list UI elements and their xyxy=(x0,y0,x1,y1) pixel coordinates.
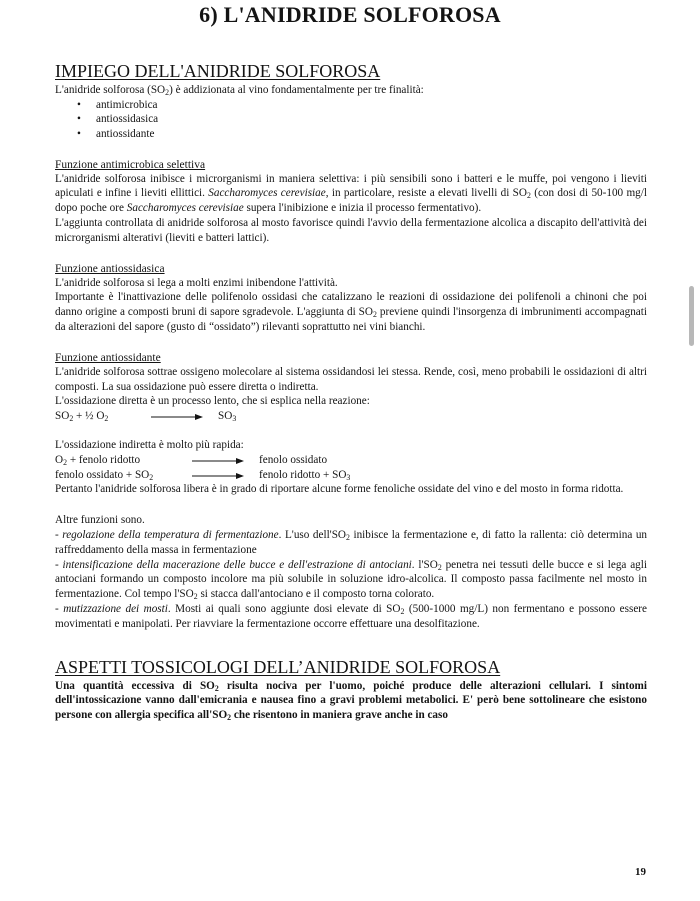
antiossidante-paragraph-1: L'anidride solforosa sottrae ossigeno molecolare al sistema ossidandosi lei stessa. Rende, così, meno probabili le ossidazioni di altri composti. La sua ossidazione può essere diretta o indiretta. xyxy=(55,365,647,393)
subheading-antimicrobica: Funzione antimicrobica selettiva xyxy=(55,158,206,171)
reaction-direct-oxidation xyxy=(55,409,647,424)
finalita-list xyxy=(55,98,647,142)
page-number: 19 xyxy=(635,866,646,878)
reaction-rhs: fenolo ossidato xyxy=(259,453,328,466)
reaction-indirect-step-2 xyxy=(55,468,647,483)
section-heading-tossicologia: ASPETTI TOSSICOLOGI DELL’ANIDRIDE SOLFOROSA xyxy=(55,656,501,677)
list-item: • antiossidasica xyxy=(77,113,159,126)
altre-funzioni-intro: Altre funzioni sono. xyxy=(55,514,145,527)
antiossidante-paragraph-4: Pertanto l'anidride solforosa libera è in grado di riportare alcune forme fenoliche ossidate del vino e del mosto in forma ridotta. xyxy=(55,483,624,496)
reaction-rhs: $SO_3$ xyxy=(218,410,237,424)
antimicrobica-paragraph-1: L'anidride solforosa inibisce i microrganismi in maniera selettiva: i più sensibili sono i batteri e le muffe, poi vengono i lieviti apiculati e infine i lieviti ellittici. Saccharomyces cerevisiae, in particolare, resiste a elevati livelli di $SO_2$ (con dosi di 50-100 mg/l dopo poche ore Saccharomyces cerevisiae supera l'inibizione e inizia il processo fermentativo). xyxy=(55,172,647,215)
list-item: • antiossidante xyxy=(77,127,155,140)
page-content xyxy=(55,60,647,723)
reaction-arrow-icon xyxy=(192,458,244,464)
antiossidasica-paragraph-2: Importante è l'inattivazione delle polifenolo ossidasi che catalizzano le reazioni di ossidazione dei polifenoli a chinoni che poi danno origine a composti bruni di sapore sgradevole. L'aggiunta di $SO_2$ previene quindi l'insorgenza di imbrunimenti accompagnati da alterazioni del sapore (gusto di “ossidato”) rilevanti soprattutto nei vini bianchi. xyxy=(55,291,647,333)
reaction-lhs: $SO_2$ + ½ $O_2$ xyxy=(55,410,109,424)
reaction-lhs: $O_2$ + fenolo ridotto xyxy=(55,453,141,467)
reaction-arrow-icon xyxy=(151,414,203,420)
tossicologia-paragraph: Una quantità eccessiva di $SO_2$ risulta nociva per l'uomo, poiché produce delle alterazioni cellulari. I sintomi dell'intossicazione vanno dall'emicrania e nausea fino a gravi problemi metabolici. E' però bene sottolineare che esistono persone con allergia specifica $all'SO_2$ che risentono in maniera grave anche in caso xyxy=(55,679,647,723)
altre-funzione-macerazione: - intensificazione della macerazione delle bucce e dell'estrazione di antociani. $l'SO_2$ penetra nei tessuti delle bucce e si lega agli antociani formando un composto incolore ma più solubile in soluzione idro-alcolica. Il composto passa facilmente nel mosto in fermentazione. Col tempo $l'SO_2$ si stacca dall'antociano e il composto torna colorato. xyxy=(55,558,647,602)
section-heading-impiego: IMPIEGO DELL'ANIDRIDE SOLFOROSA xyxy=(55,61,381,81)
subheading-antiossidasica: Funzione antiossidasica xyxy=(55,262,165,275)
antiossidante-paragraph-3: L'ossidazione indiretta è molto più rapida: xyxy=(55,438,244,451)
impiego-intro: L'anidride solforosa $(SO_2)$ è addizionata al vino fondamentalmente per tre finalità: xyxy=(55,84,424,97)
altre-funzione-mutizzazione: - mutizzazione dei mosti. Mosti ai quali sono aggiunte dosi elevate di $SO_2$ (500-1000 mg/L) non fermentano e possono essere movimentati e manipolati. Per riavviare la fermentazione occorre effettuare una desolfitazione. xyxy=(55,602,647,630)
list-item: • antimicrobica xyxy=(77,98,158,111)
antimicrobica-paragraph-2: L'aggiunta controllata di anidride solforosa al mosto favorisce quindi l'avvio della fermentazione alcolica a discapito dell'attività dei microrganismi alterativi (lieviti e batteri lattici). xyxy=(55,216,647,244)
scrollbar-thumb[interactable] xyxy=(689,286,694,346)
antiossidante-paragraph-2: L'ossidazione diretta è un processo lento, che si esplica nella reazione: xyxy=(55,395,370,408)
reaction-lhs: fenolo ossidato + $SO_2$ xyxy=(55,468,154,482)
reaction-rhs: fenolo ridotto + $SO_3$ xyxy=(259,468,351,482)
subheading-antiossidante: Funzione antiossidante xyxy=(55,351,161,364)
reaction-arrow-icon xyxy=(192,473,244,479)
page-title: 6) L'ANIDRIDE SOLFOROSA xyxy=(199,2,501,27)
altre-funzione-temperatura: - regolazione della temperatura di fermentazione. L'uso $dell'SO_2$ inibisce la fermentazione e, di fatto la rallenta: ciò determina un raffreddamento della massa in fermentazione xyxy=(55,528,648,556)
reaction-indirect-step-1 xyxy=(55,453,647,468)
antiossidasica-paragraph-1: L'anidride solforosa si lega a molti enzimi inibendone l'attività. xyxy=(55,276,338,289)
